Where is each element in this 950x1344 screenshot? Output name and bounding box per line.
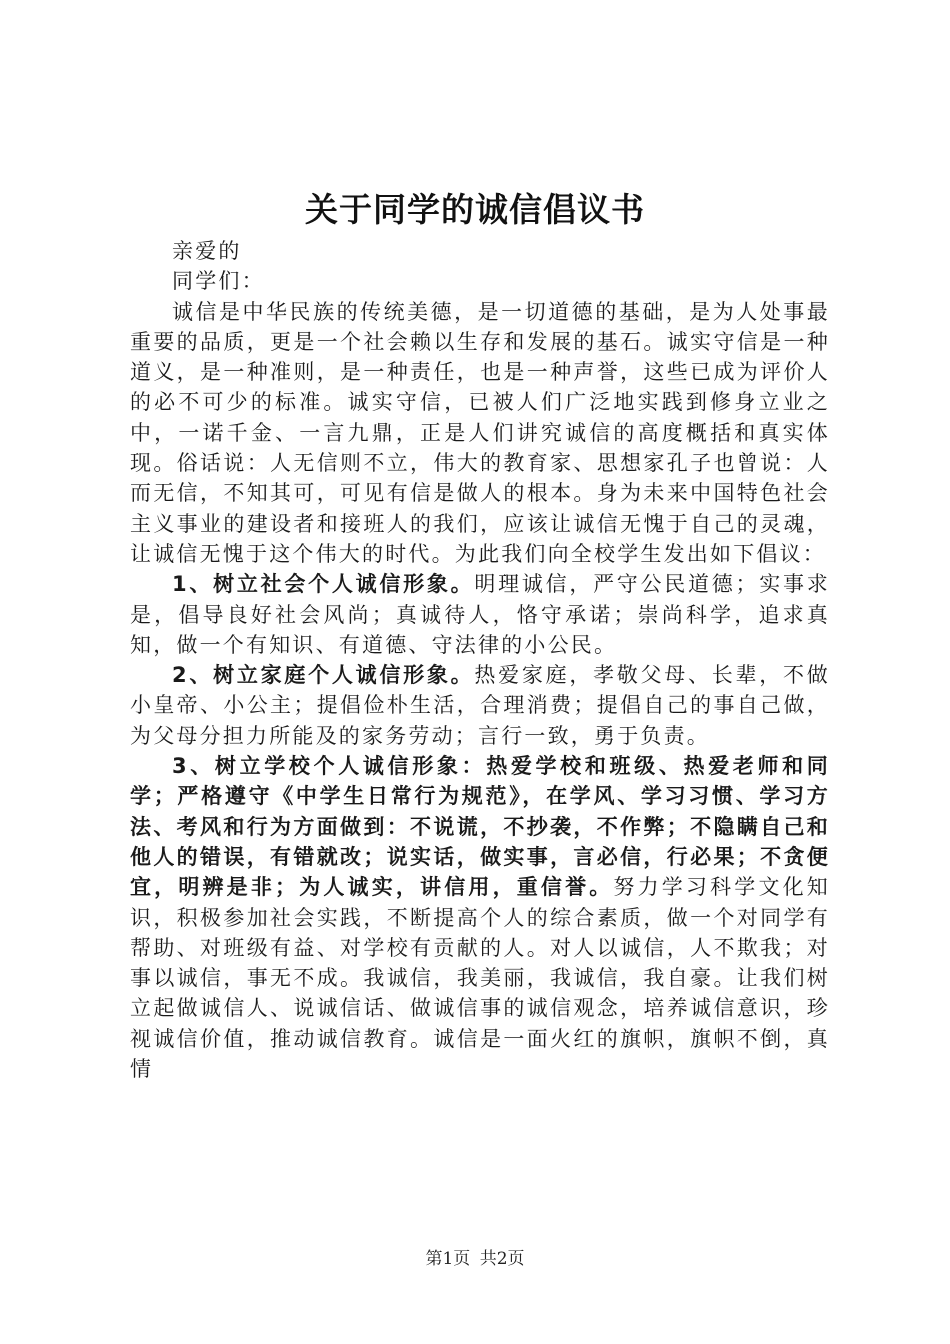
page-number-footer: 第1页 共2页	[425, 1249, 525, 1269]
item-1-text: 明理诚信，严守公民道德；实事求是，倡导良好社会风尚；真诚待人，恪守承诺；崇尚科学，追求真知，做一个有知识、有道德、守法律的小公民。	[130, 572, 830, 657]
item-2-heading: 2、树立家庭个人诚信形象。	[172, 663, 475, 688]
item-3-paragraph	[130, 751, 830, 1084]
salutation-line-2: 同学们：	[172, 269, 265, 294]
intro-paragraph: 诚信是中华民族的传统美德，是一切道德的基础，是为人处事最重要的品质，更是一个社会赖以生存和发展的基石。诚实守信是一种道义，是一种准则，是一种责任，也是一种声誉，这些已成为评价人的必不可少的标准。诚实守信，已被人们广泛地实践到修身立业之中，一诺千金、一言九鼎，正是人们讲究诚信的高度概括和真实体现。俗话说：人无信则不立，伟大的教育家、思想家孔子也曾说：人而无信，不知其可，可见有信是做人的根本。身为未来中国特色社会主义事业的建设者和接班人的我们，应该让诚信无愧于自己的灵魂，让诚信无愧于这个伟大的时代。为此我们向全校学生发出如下倡议：	[130, 299, 830, 566]
salutation-line-1: 亲爱的	[172, 239, 242, 263]
document-body	[130, 236, 830, 1084]
item-2-paragraph	[130, 660, 830, 751]
item-1-heading: 1、树立社会个人诚信形象。	[172, 572, 475, 597]
item-2-text: 热爱家庭，孝敬父母、长辈，不做小皇帝、小公主；提倡俭朴生活，合理消费；提倡自己的事自己做，为父母分担力所能及的家务劳动；言行一致，勇于负责。	[130, 663, 830, 748]
item-3-heading: 3、树立学校个人诚信形象：热爱学校和班级、热爱老师和同学；严格遵守《中学生日常行为规范》，在学风、学习习惯、学习方法、考风和行为方面做到：不说谎，不抄袭，不作弊；不隐瞒自己和他人的错误，有错就改；说实话，做实事，言必信，行必果；不贪便宜，明辨是非；为人诚实，讲信用，重信誉。	[130, 754, 830, 900]
item-3-text: 努力学习科学文化知识，积极参加社会实践，不断提高个人的综合素质，做一个对同学有帮助、对班级有益、对学校有贡献的人。对人以诚信，人不欺我；对事以诚信，事无不成。我诚信，我美丽，我诚信，我自豪。让我们树立起做诚信人、说诚信话、做诚信事的诚信观念，培养诚信意识，珍视诚信价值，推动诚信教育。诚信是一面火红的旗帜，旗帜不倒，真情	[130, 875, 830, 1082]
item-1-paragraph	[130, 569, 830, 660]
document-title: 关于同学的诚信倡议书	[305, 190, 645, 229]
